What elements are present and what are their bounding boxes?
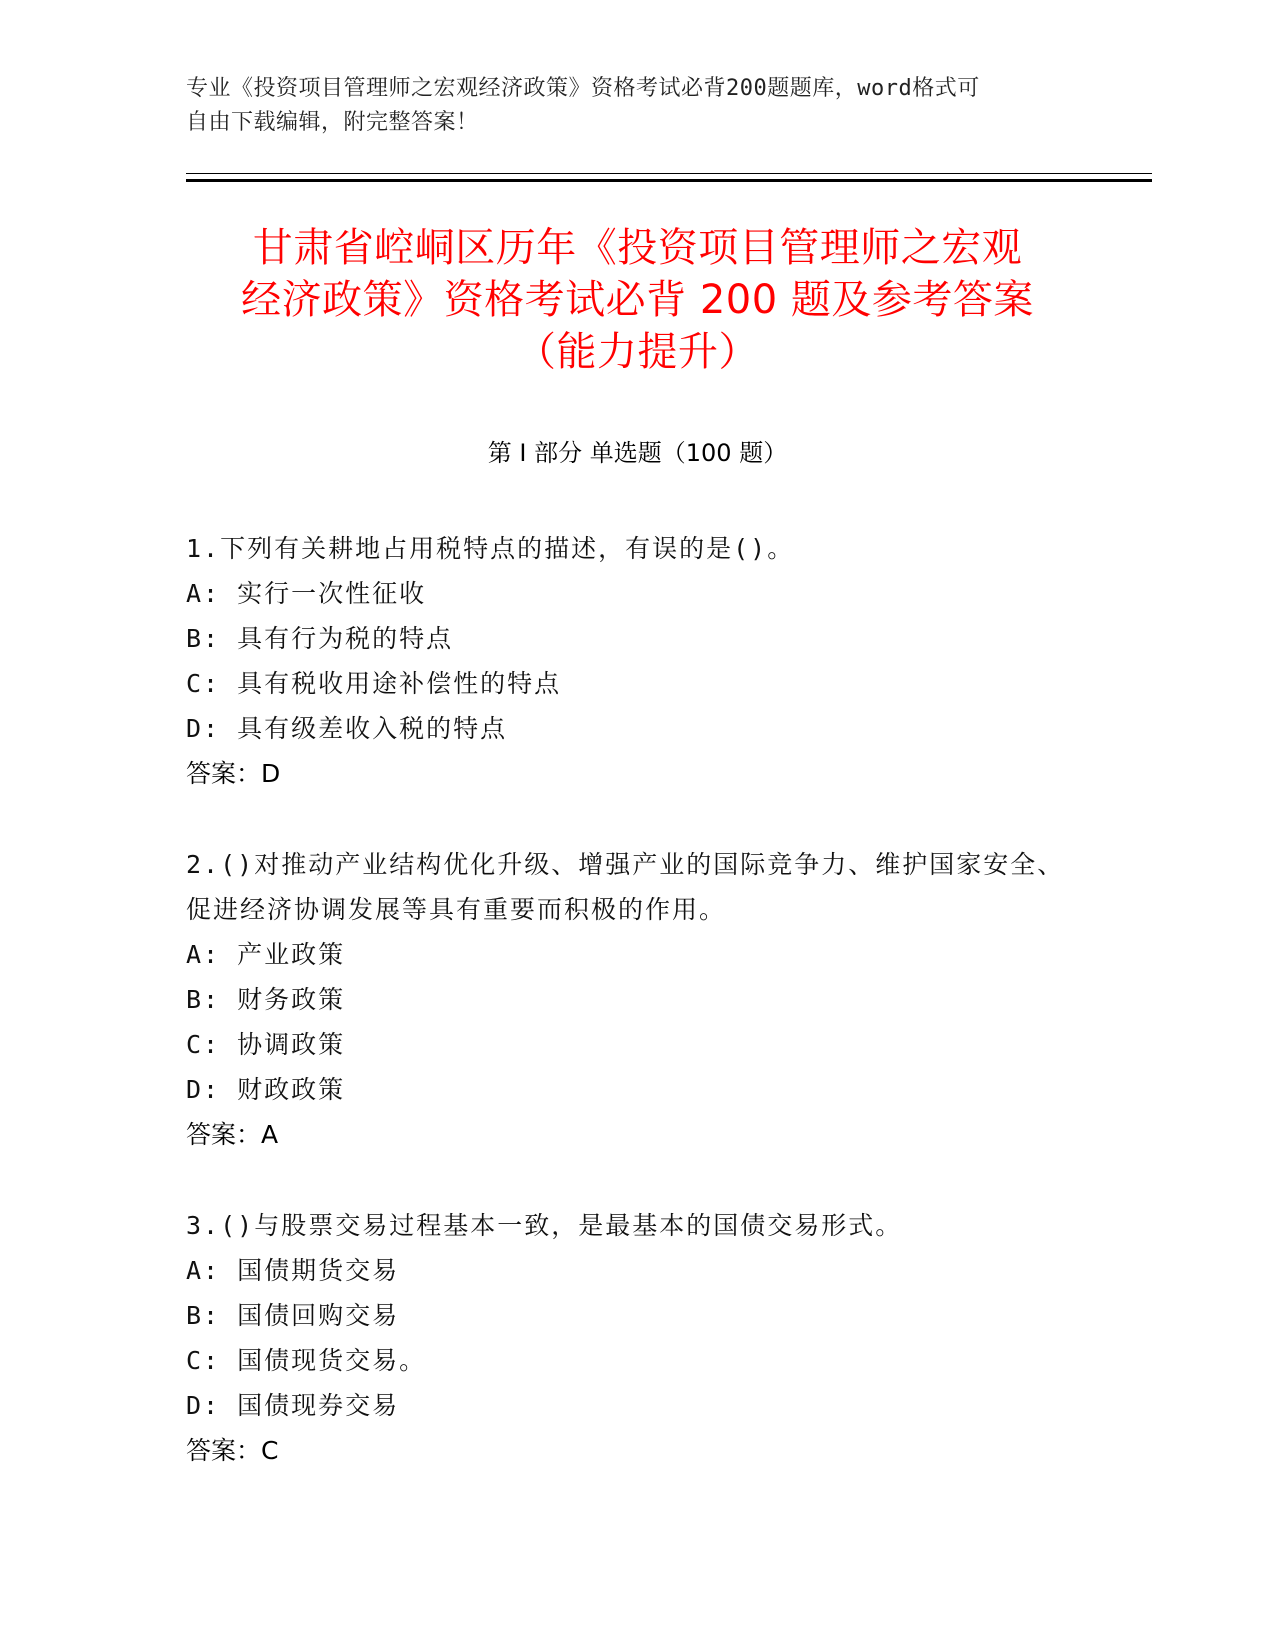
title-line-3: （能力提升） (516, 329, 759, 375)
option-d: D: 具有级差收入税的特点 (186, 714, 508, 743)
option-a: A: 产业政策 (186, 940, 346, 969)
answer-text: 答案：C (186, 1436, 279, 1465)
header-divider-thin (186, 173, 1152, 174)
intro-line-1: 专业《投资项目管理师之宏观经济政策》资格考试必背200题题库，word格式可 (186, 76, 980, 101)
question-stem: 3.()与股票交易过程基本一致，是最基本的国债交易形式。 (186, 1211, 903, 1240)
option-d: D: 财政政策 (186, 1075, 346, 1104)
answer-text: 答案：D (186, 759, 281, 788)
question-list (186, 526, 1086, 1519)
question-3 (186, 1203, 1086, 1473)
intro-line-2: 自由下载编辑，附完整答案！ (186, 110, 479, 135)
option-b: B: 财务政策 (186, 985, 346, 1014)
question-2 (186, 842, 1086, 1157)
option-a: A: 国债期货交易 (186, 1256, 400, 1285)
option-d: D: 国债现券交易 (186, 1391, 400, 1420)
option-a: A: 实行一次性征收 (186, 579, 427, 608)
header-divider-thick (186, 179, 1152, 182)
question-stem: 2.()对推动产业结构优化升级、增强产业的国际竞争力、维护国家安全、促进经济协调发展等具有重要而积极的作用。 (186, 850, 1065, 924)
answer-text: 答案：A (186, 1120, 279, 1149)
option-c: C: 国债现货交易。 (186, 1346, 427, 1375)
section-heading: 第 I 部分 单选题（100 题） (487, 439, 788, 467)
option-b: B: 具有行为税的特点 (186, 624, 454, 653)
option-c: C: 协调政策 (186, 1030, 346, 1059)
question-stem: 1.下列有关耕地占用税特点的描述，有误的是()。 (186, 534, 795, 563)
title-line-1: 甘肃省崆峒区历年《投资项目管理师之宏观 (252, 225, 1023, 271)
intro-text (186, 72, 1086, 140)
option-c: C: 具有税收用途补偿性的特点 (186, 669, 562, 698)
document-title (150, 222, 1125, 378)
title-line-2: 经济政策》资格考试必背 200 题及参考答案 (241, 277, 1034, 323)
question-1 (186, 526, 1086, 796)
option-b: B: 国债回购交易 (186, 1301, 400, 1330)
